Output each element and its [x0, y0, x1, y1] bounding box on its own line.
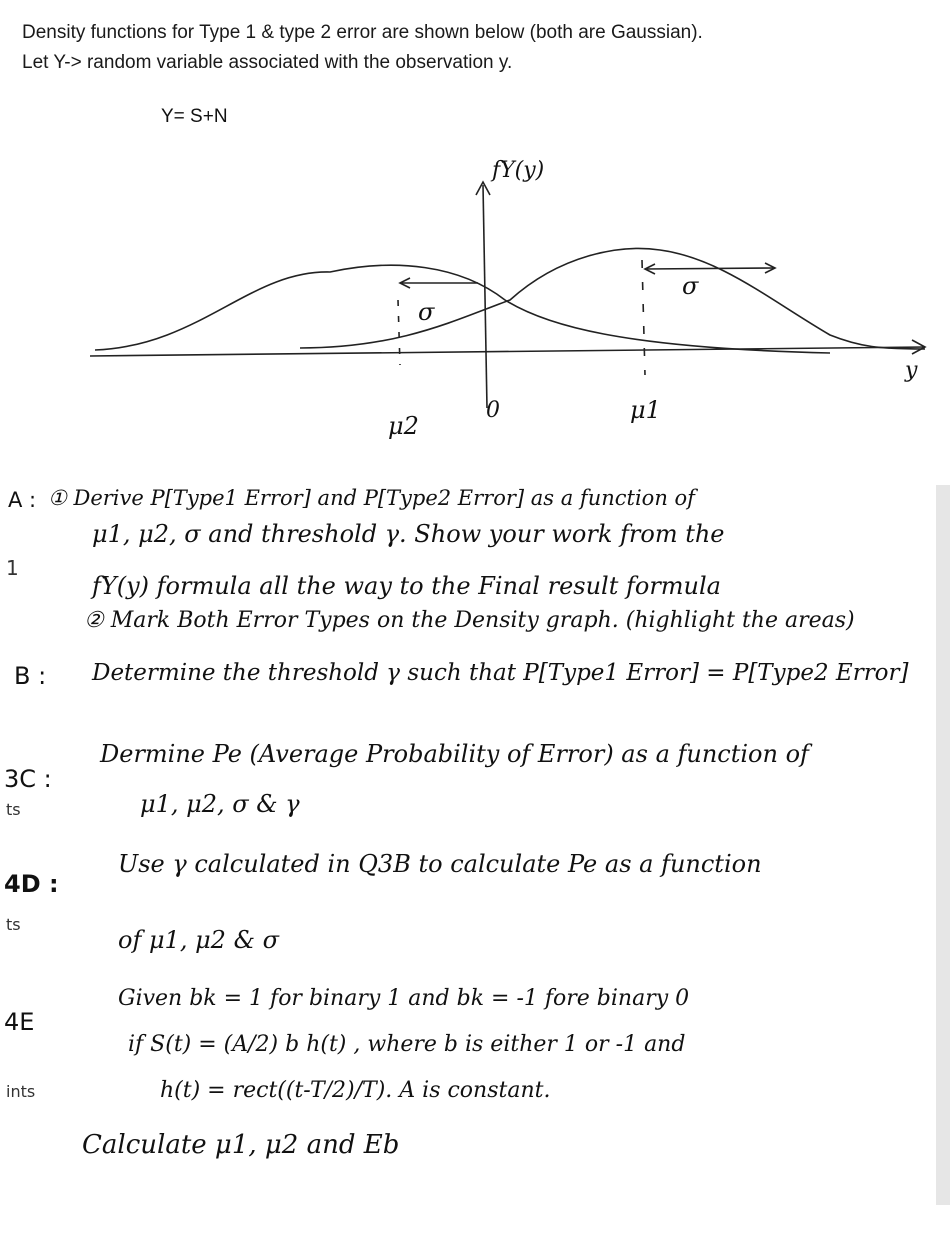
mu2-label: μ2 — [388, 412, 419, 440]
question-d-line2: of μ1, μ2 & σ — [118, 926, 279, 954]
question-c-marker: 3C : — [4, 765, 52, 793]
question-e-line1: Given bk = 1 for binary 1 and bk = -1 fore binary 0 — [118, 986, 690, 1011]
question-b-marker: B : — [14, 662, 47, 690]
sigma-left-label: σ — [418, 298, 435, 326]
margin-note-2: ts — [6, 800, 21, 819]
density-curve-type1 — [300, 248, 925, 349]
question-b-line1: Determine the threshold γ such that P[Type1 Error] = P[Type2 Error] — [92, 660, 909, 686]
question-e-line3: h(t) = rect((t-T/2)/T). A is constant. — [160, 1078, 551, 1103]
density-graph — [0, 150, 950, 450]
sigma-arrow-right — [645, 268, 775, 269]
margin-note-1: 1 — [6, 556, 19, 580]
margin-note-4: ints — [6, 1082, 36, 1101]
origin-label: 0 — [486, 398, 500, 423]
y-axis — [483, 185, 487, 408]
question-a-marker: A : — [8, 488, 37, 512]
question-c-line2: μ1, μ2, σ & γ — [140, 790, 300, 818]
question-e-line2: if S(t) = (A/2) b h(t) , where b is either 1 or -1 and — [128, 1032, 686, 1057]
x-axis-label: y — [905, 358, 918, 383]
sigma-right-label: σ — [682, 272, 699, 300]
question-a-line2: μ1, μ2, σ and threshold γ. Show your work from the — [92, 520, 725, 548]
question-a-line1: ① Derive P[Type1 Error] and P[Type2 Error] as a function of — [48, 486, 695, 510]
header-line-2: Let Y-> random variable associated with the observation y. — [22, 52, 513, 73]
question-a-line4: ② Mark Both Error Types on the Density graph. (highlight the areas) — [84, 608, 855, 633]
y-axis-label: fY(y) — [492, 158, 545, 183]
question-a-line3: fY(y) formula all the way to the Final result formula — [92, 572, 721, 600]
mu1-dashed-line — [642, 260, 645, 375]
question-e-line4: Calculate μ1, μ2 and Eb — [82, 1130, 400, 1160]
density-curve-type2 — [95, 265, 830, 353]
equation-y-s-n: Y= S+N — [161, 106, 228, 127]
question-d-marker: 4D : — [4, 870, 59, 898]
question-e-marker: 4E — [4, 1008, 35, 1036]
header-line-1: Density functions for Type 1 & type 2 error are shown below (both are Gaussian). — [22, 22, 703, 43]
mu2-dashed-line — [398, 300, 400, 365]
question-d-line1: Use γ calculated in Q3B to calculate Pe as a function — [118, 850, 762, 878]
question-c-line1: Dermine Pe (Average Probability of Error) as a function of — [100, 740, 809, 768]
margin-note-3: ts — [6, 915, 21, 934]
page-edge-shadow — [936, 485, 950, 1205]
mu1-label: μ1 — [630, 396, 661, 424]
